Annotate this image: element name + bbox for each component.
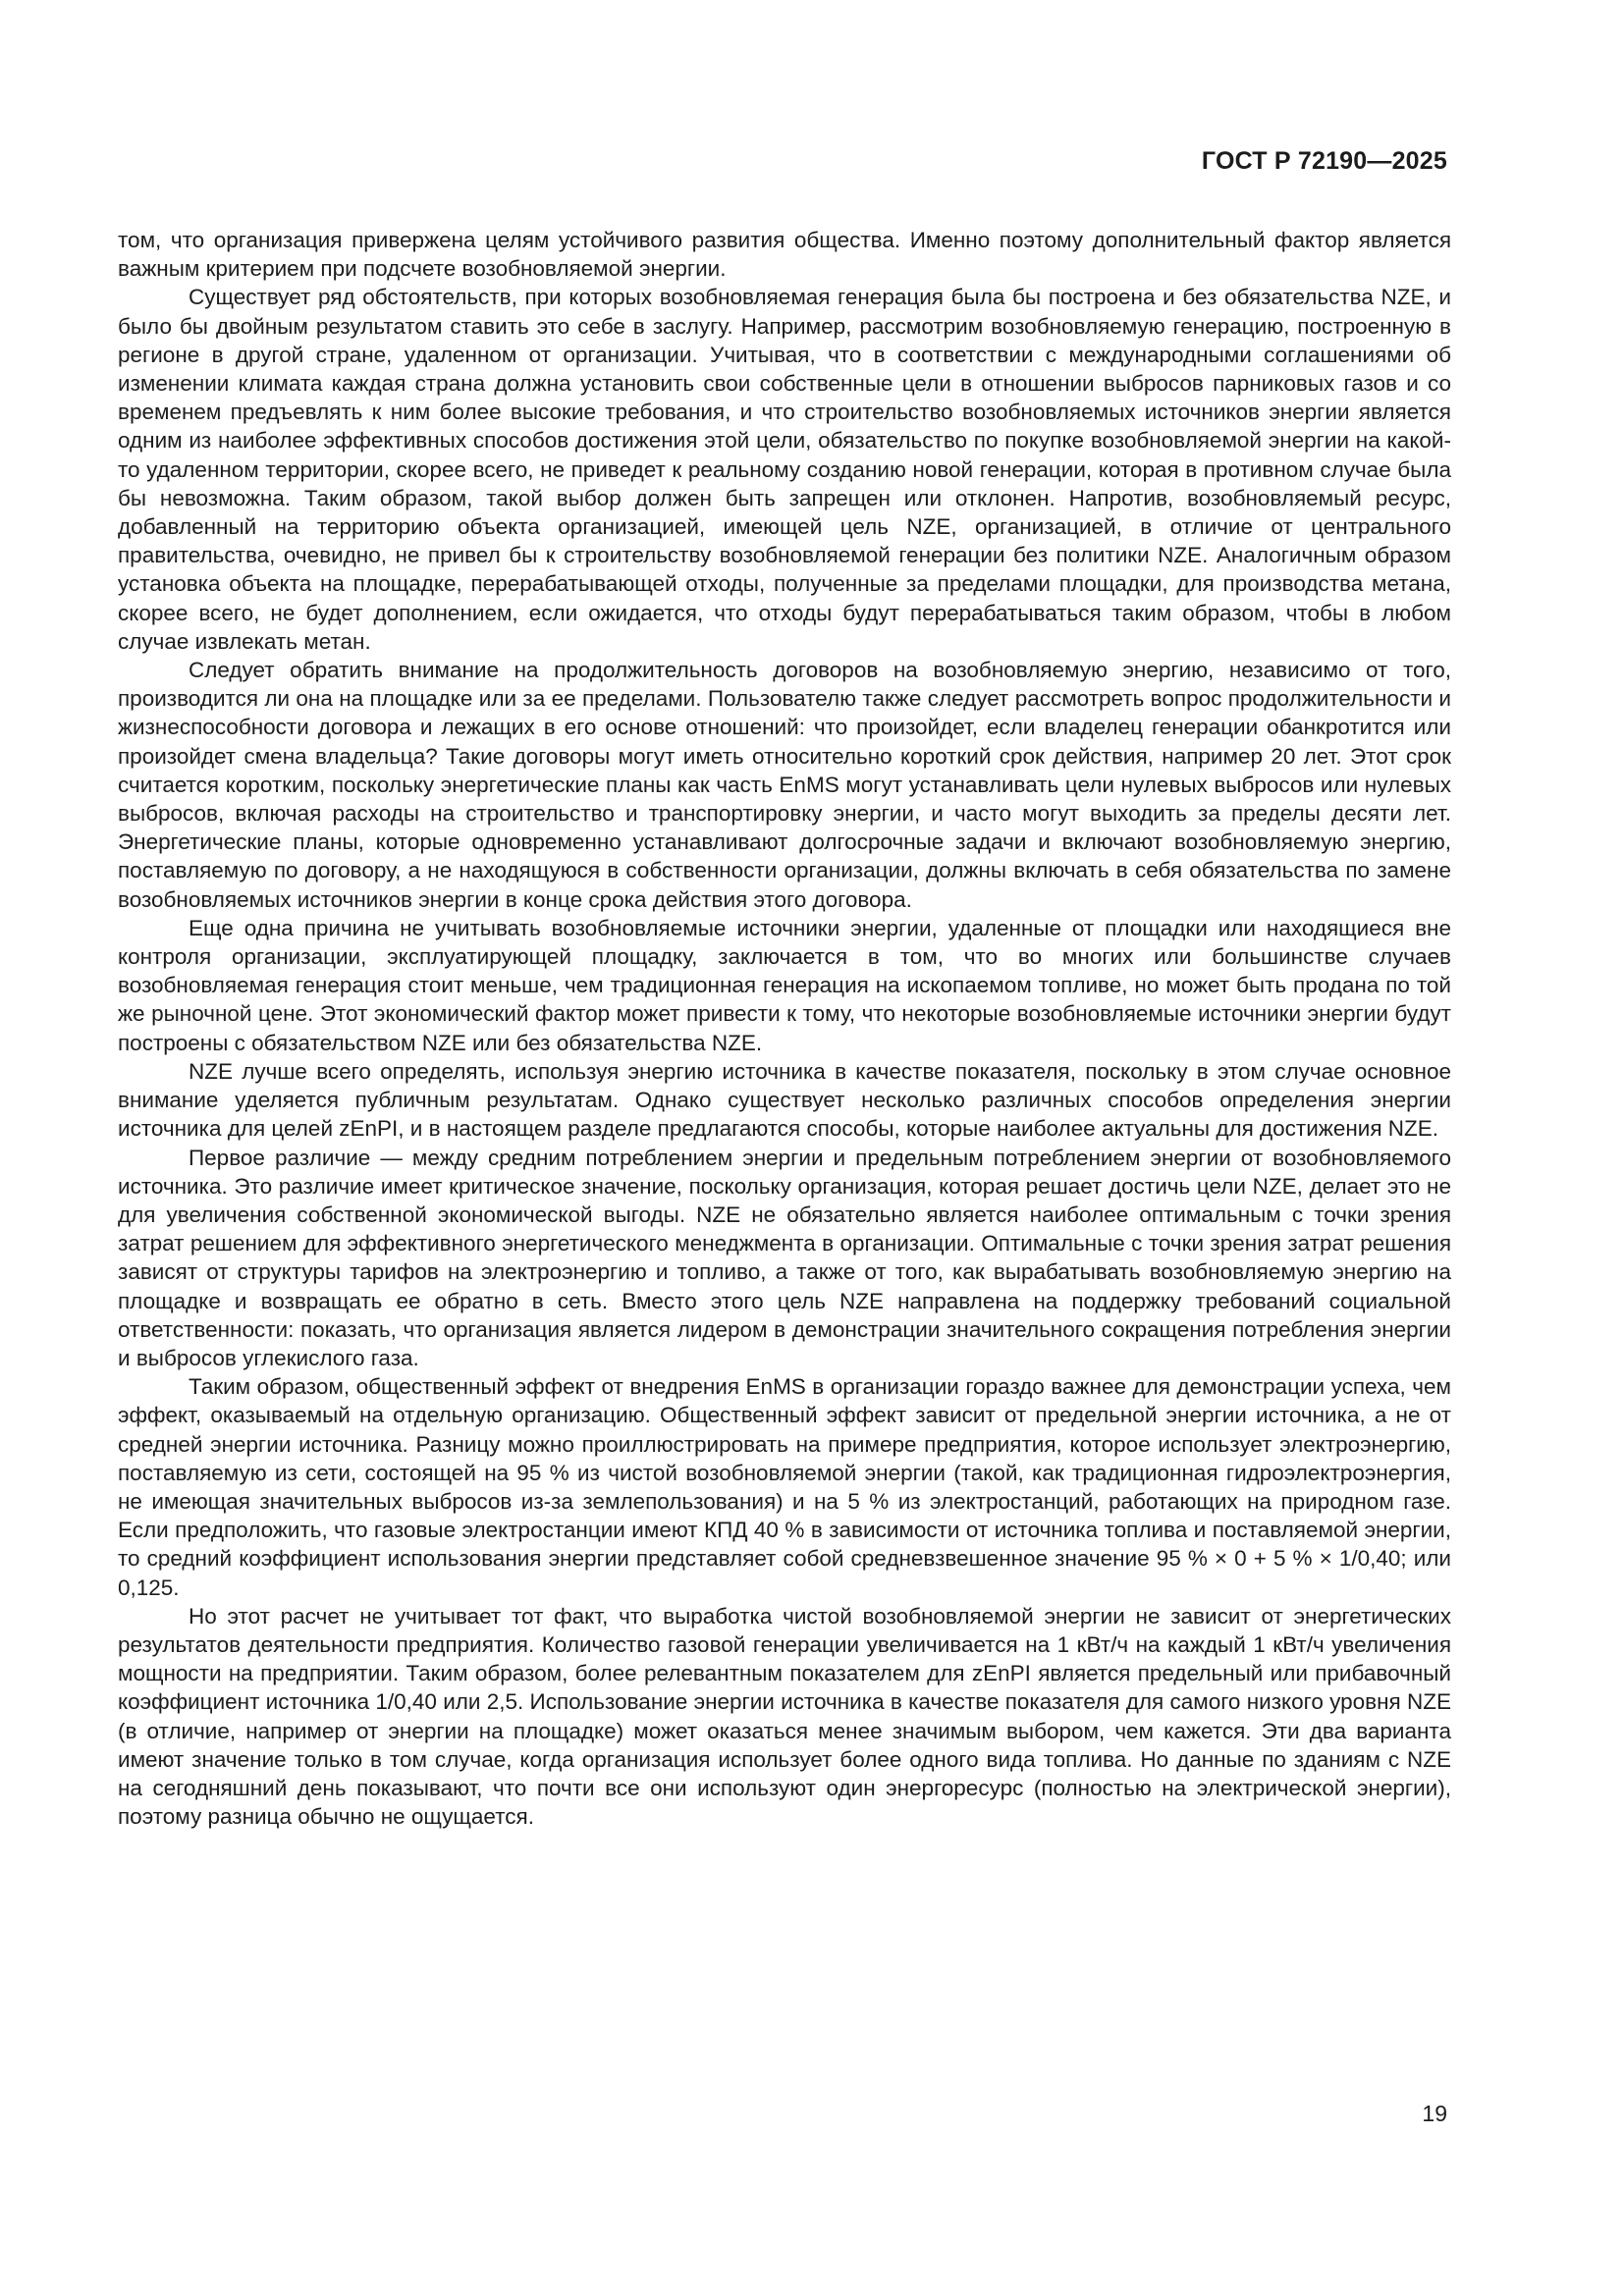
- paragraph-8: Но этот расчет не учитывает тот факт, что выработка чистой возобновляемой энергии не зависит от энергетических результатов деятельности предприятия. Количество газовой генерации увеличивается на 1 кВт/ч на каждый 1 кВт/ч увеличения мощности на предприятии. Таким образом, более релевантным показателем для zEnPI является предельный или прибавочный коэффициент источника 1/0,40 или 2,5. Использование энергии источника в качестве показателя для самого низкого уровня NZE (в отличие, например от энергии на площадке) может оказаться менее значимым выбором, чем кажется. Эти два варианта имеют значение только в том случае, когда организация использует более одного вида топлива. Но данные по зданиям с NZE на сегодняшний день показывают, что почти все они используют один энергоресурс (полностью на электрической энергии), поэтому разница обычно не ощущается.: [118, 1603, 1451, 1830]
- paragraph-6: Первое различие — между средним потреблением энергии и предельным потреблением энергии от возобновляемого источника. Это различие имеет критическое значение, поскольку организация, которая решает достичь цели NZE, делает это не для увеличения собственной экономической выгоды. NZE не обязательно является наиболее оптимальным с точки зрения затрат решением для эффективного энергетического менеджмента в организации. Оптимальные с точки зрения затрат решения зависят от структуры тарифов на электроэнергию и топливо, а также от того, как вырабатывать возобновляемую энергию на площадке и возвращать ее обратно в сеть. Вместо этого цель NZE направлена на поддержку требований социальной ответственности: показать, что организация является лидером в демонстрации значительного сокращения потребления энергии и выбросов углекислого газа.: [118, 1145, 1451, 1370]
- paragraph-7: Таким образом, общественный эффект от внедрения EnMS в организации гораздо важнее для демонстрации успеха, чем эффект, оказываемый на отдельную организацию. Общественный эффект зависит от предельной энергии источника, а не от средней энергии источника. Разницу можно проиллюстрировать на примере предприятия, которое использует электроэнергию, поставляемую из сети, состоящей на 95 % из чистой возобновляемой энергии (такой, как традиционная гидроэлектроэнергия, не имеющая значительных выбросов из-за землепользования) и на 5 % из электростанций, работающих на природном газе. Если предположить, что газовые электростанции имеют КПД 40 % в зависимости от источника топлива и поставляемой энергии, то средний коэффициент использования энергии представляет собой средневзвешенное значение 95 % × 0 + 5 % × 1/0,40; или 0,125.: [118, 1374, 1451, 1600]
- paragraph-1: том, что организация привержена целям устойчивого развития общества. Именно поэтому дополнительный фактор является важным критерием при подсчете возобновляемой энергии.: [118, 228, 1451, 282]
- document-body: [118, 226, 1451, 1831]
- standard-header: ГОСТ Р 72190—2025: [1201, 147, 1447, 175]
- paragraph-4: Еще одна причина не учитывать возобновляемые источники энергии, удаленные от площадки или находящиеся вне контроля организации, эксплуатирующей площадку, заключается в том, что во многих или большинстве случаев возобновляемая генерация стоит меньше, чем традиционная генерация на ископаемом топливе, но может быть продана по той же рыночной цене. Этот экономический фактор может привести к тому, что некоторые возобновляемые источники энергии будут построены с обязательством NZE или без обязательства NZE.: [118, 915, 1451, 1055]
- paragraph-2: Существует ряд обстоятельств, при которых возобновляемая генерация была бы построена и без обязательства NZE, и было бы двойным результатом ставить это себе в заслугу. Например, рассмотрим возобновляемую генерацию, построенную в регионе в другой стране, удаленном от организации. Учитывая, что в соответствии с международными соглашениями об изменении климата каждая страна должна установить свои собственные цели в отношении выбросов парниковых газов и со временем предъевлять к ним более высокие требования, и что строительство возобновляемых источников энергии является одним из наиболее эффективных способов достижения этой цели, обязательство по покупке возобновляемой энергии на какой-то удаленном территории, скорее всего, не приведет к реальному созданию новой генерации, которая в противном случае была бы невозможна. Таким образом, такой выбор должен быть запрещен или отклонен. Напротив, возобновляемый ресурс, добавленный на территорию объекта организацией, имеющей цель NZE, организацией, в отличие от центрального правительства, очевидно, не привел бы к строительству возобновляемой генерации без политики NZE. Аналогичным образом установка объекта на площадке, перерабатывающей отходы, полученные за пределами площадки, для производства метана, скорее всего, не будет дополнением, если ожидается, что отходы будут перерабатываться таким образом, чтобы в любом случае извлекать метан.: [118, 285, 1451, 654]
- page-number: 19: [1422, 2101, 1447, 2126]
- paragraph-3: Следует обратить внимание на продолжительность договоров на возобновляемую энергию, независимо от того, производится ли она на площадке или за ее пределами. Пользователю также следует рассмотреть вопрос продолжительности и жизнеспособности договора и лежащих в его основе отношений: что произойдет, если владелец генерации обанкротится или произойдет смена владельца? Такие договоры могут иметь относительно короткий срок действия, например 20 лет. Этот срок считается коротким, поскольку энергетические планы как часть EnMS могут устанавливать цели нулевых выбросов или нулевых выбросов, включая расходы на строительство и транспортировку энергии, и часто могут выходить за пределы десяти лет. Энергетические планы, которые одновременно устанавливают долгосрочные задачи и включают возобновляемую энергию, поставляемую по договору, а не находящуюся в собственности организации, должны включать в себя обязательства по замене возобновляемых источников энергии в конце срока действия этого договора.: [118, 658, 1451, 912]
- paragraph-5: NZE лучше всего определять, используя энергию источника в качестве показателя, поскольку в этом случае основное внимание уделяется публичным результатам. Однако существует несколько различных способов определения энергии источника для целей zEnPI, и в настоящем разделе предлагаются способы, которые наиболее актуальны для достижения NZE.: [118, 1058, 1451, 1142]
